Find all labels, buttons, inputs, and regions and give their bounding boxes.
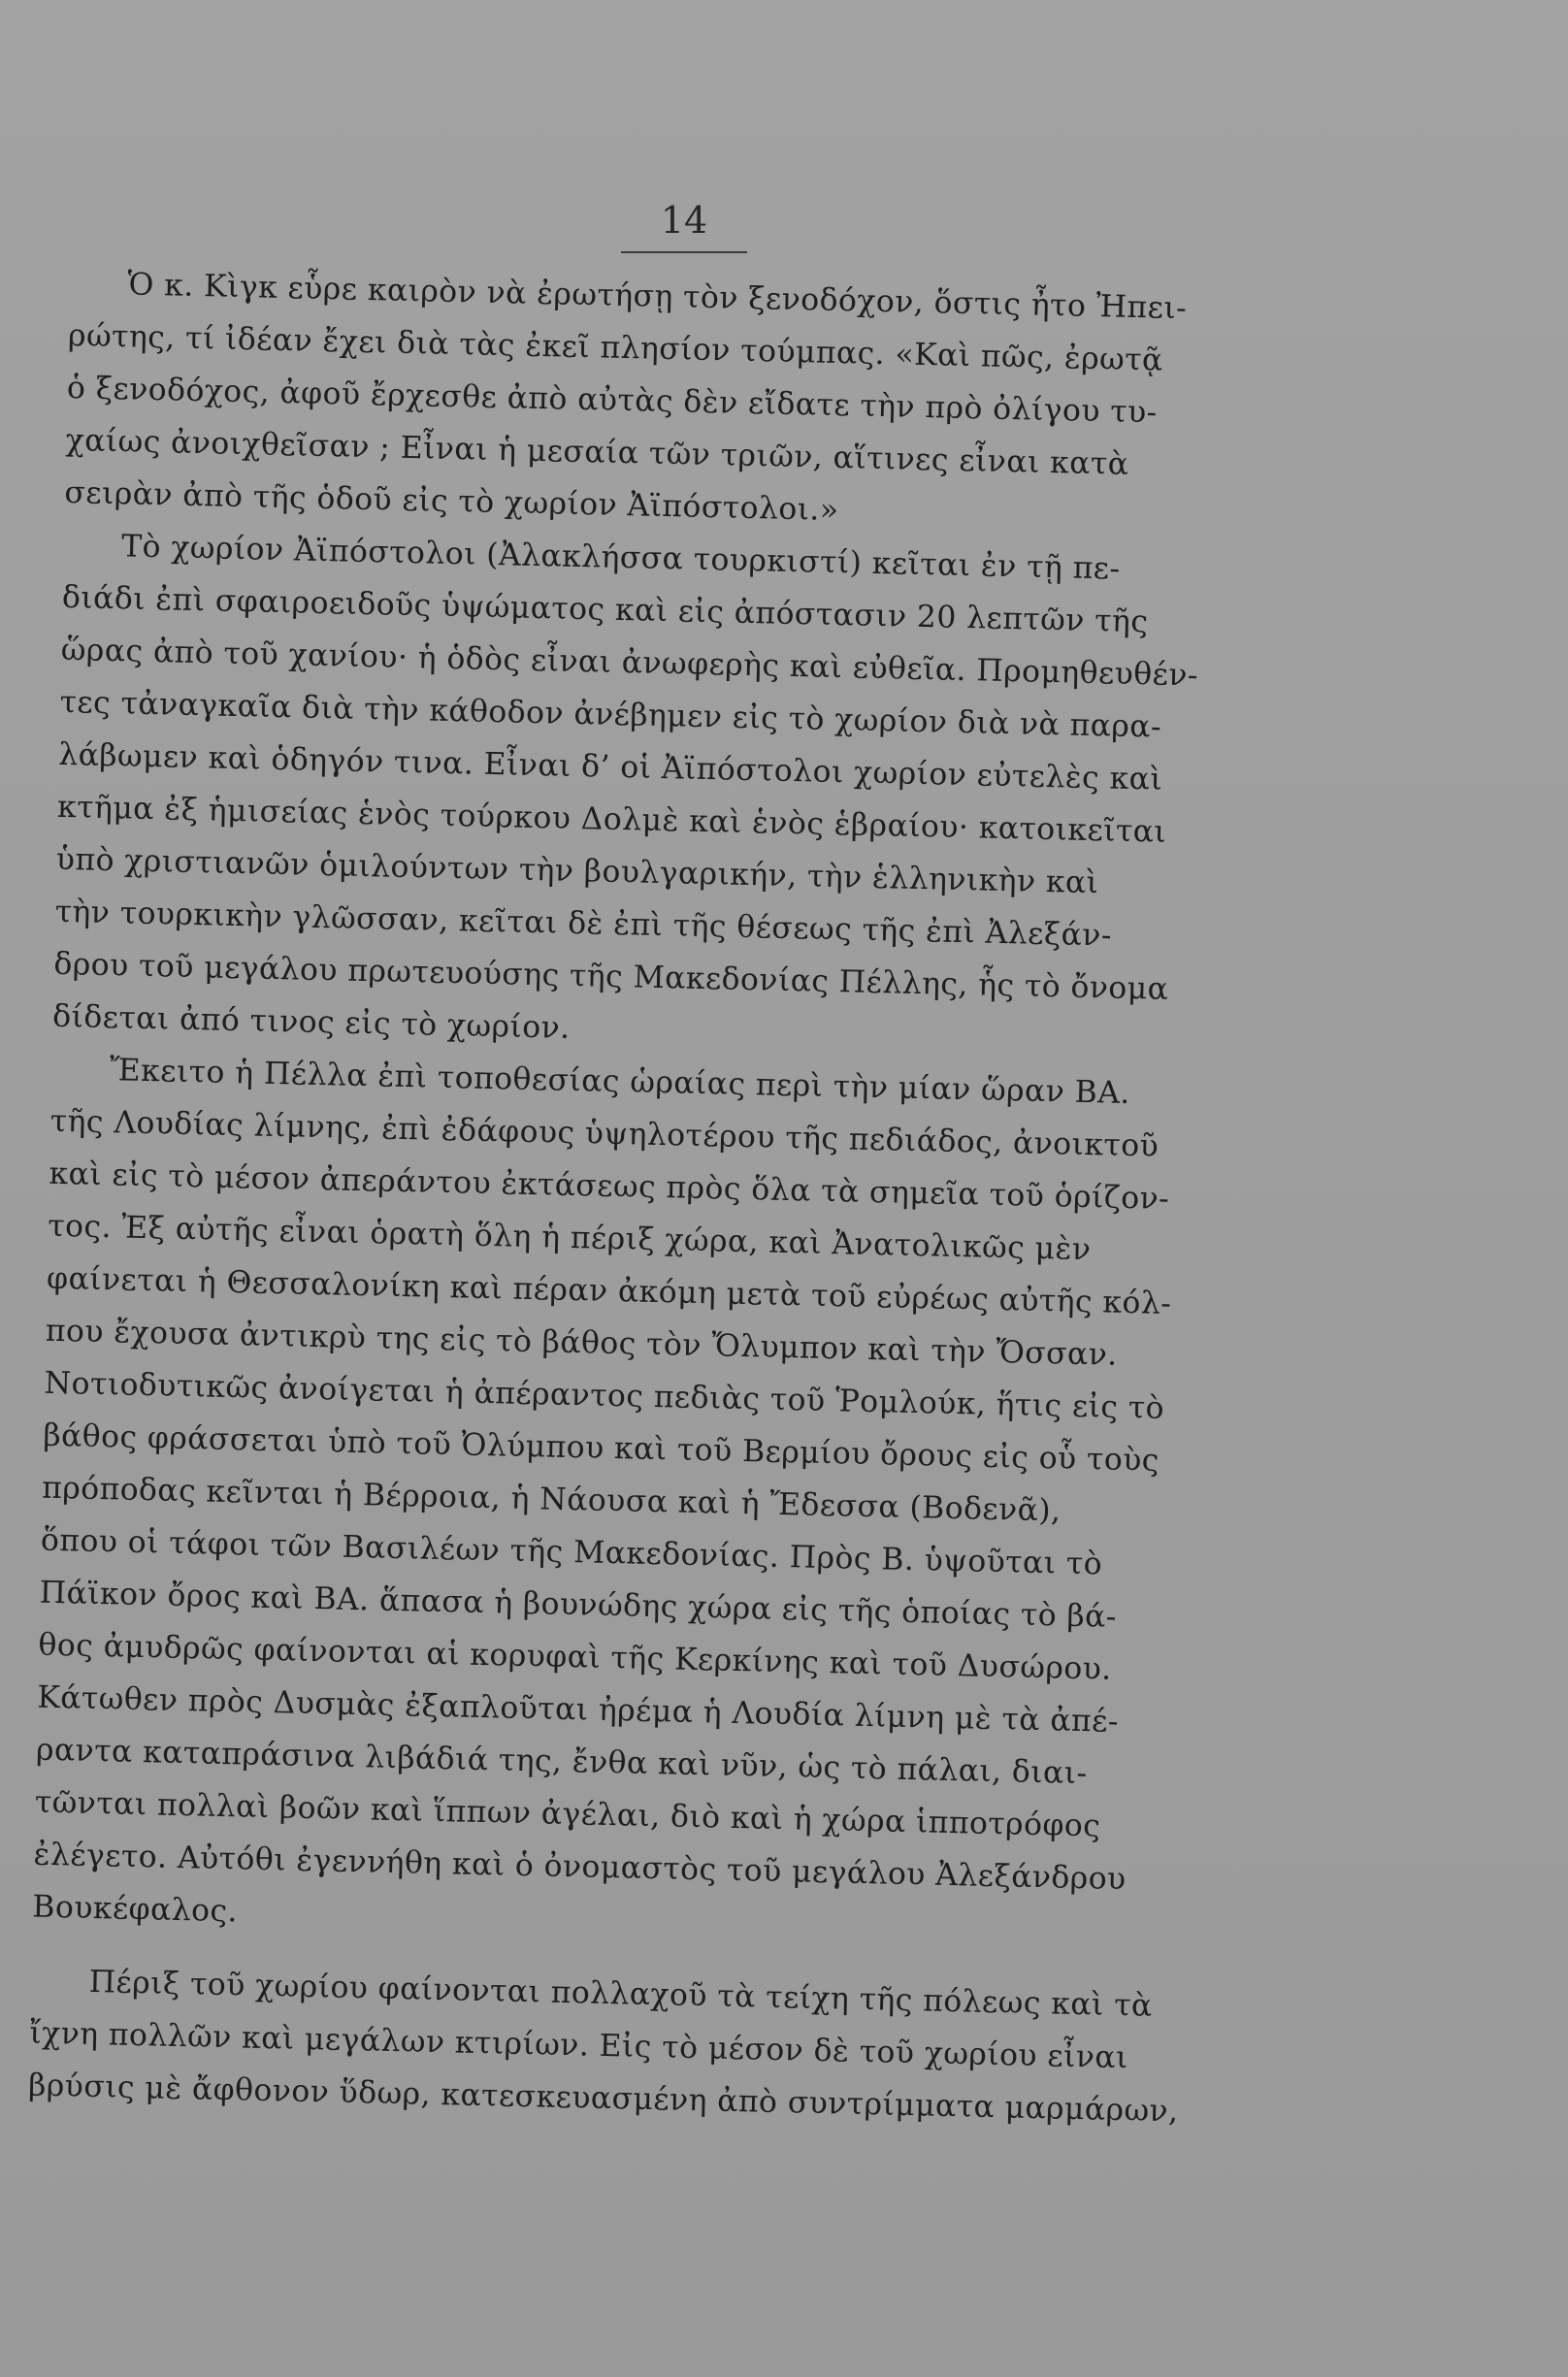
text-line: διάδι ἐπὶ σφαιροειδοῦς ὑψώματος καὶ εἰς ἀπόστασιν 20 λεπτῶν τῆς bbox=[61, 579, 1149, 640]
text-line: ὑπὸ χριστιανῶν ὁμιλούντων τὴν βουλγαρικήν, τὴν ἑλληνικὴν καὶ bbox=[55, 841, 1099, 901]
text-line: ραντα καταπράσινα λιβάδιά της, ἔνθα καὶ νῦν, ὡς τὸ πάλαι, διαι- bbox=[35, 1732, 1088, 1792]
page-number: 14 bbox=[660, 199, 708, 242]
text-line: βάθος φράσσεται ὑπὸ τοῦ Ὀλύμπου καὶ τοῦ Βερμίου ὄρους εἰς οὗ τοὺς bbox=[43, 1417, 1160, 1479]
text-line: ἐλέγετο. Αὐτόθι ἐγεννήθη καὶ ὁ ὀνομαστὸς τοῦ μεγάλου Ἀλεξάνδρου bbox=[33, 1837, 1127, 1898]
text-line: θος ἀμυδρῶς φαίνονται αἱ κορυφαὶ τῆς Κερκίνης καὶ τοῦ Δυσώρου. bbox=[38, 1627, 1113, 1687]
text-line: Πέριξ τοῦ χωρίου φαίνονται πολλαχοῦ τὰ τείχη τῆς πόλεως καὶ τὰ bbox=[88, 1964, 1154, 2024]
text-line: φαίνεται ἡ Θεσσαλονίκη καὶ πέραν ἀκόμη μετὰ τοῦ εὐρέως αὐτῆς κόλ- bbox=[46, 1260, 1172, 1322]
text-line: πρόποδας κεῖνται ἡ Βέρροια, ἡ Νάουσα καὶ ἡ Ἔδεσσα (Βοδενᾶ), bbox=[41, 1470, 1062, 1529]
text-line: δίδεται ἀπό τινος εἰς τὸ χωρίον. bbox=[51, 998, 571, 1046]
text-line: Νοτιοδυτικῶς ἀνοίγεται ἡ ἀπέραντος πεδιὰς τοῦ Ῥομλούκ, ἥτις εἰς τὸ bbox=[44, 1365, 1165, 1426]
text-line: τες τἀναγκαῖα διὰ τὴν κάθοδον ἀνέβημεν εἰς τὸ χωρίον διὰ νὰ παρα- bbox=[59, 684, 1162, 745]
text-line: τῶνται πολλαὶ βοῶν καὶ ἵππων ἀγέλαι, διὸ καὶ ἡ χώρα ἱπποτρόφος bbox=[34, 1784, 1101, 1844]
text-line: Ἔκειτο ἡ Πέλλα ἐπὶ τοποθεσίας ὡραίας περὶ τὴν μίαν ὥραν ΒΑ. bbox=[109, 1053, 1131, 1112]
text-line: κτῆμα ἐξ ἡμισείας ἑνὸς τούρκου Δολμὲ καὶ ἑνὸς ἑβραίου· κατοικεῖται bbox=[56, 789, 1167, 850]
text-line: ρώτης, τί ἰδέαν ἔχει διὰ τὰς ἐκεῖ πλησίον τούμπας. «Καὶ πῶς, ἐρωτᾷ bbox=[67, 317, 1164, 378]
text-line: ὁ ξενοδόχος, ἀφοῦ ἔρχεσθε ἀπὸ αὐτὰς δὲν εἴδατε τὴν πρὸ ὀλίγου τυ- bbox=[66, 370, 1159, 431]
text-line: ἴχνη πολλῶν καὶ μεγάλων κτιρίων. Εἰς τὸ μέσον δὲ τοῦ χωρίου εἶναι bbox=[29, 2015, 1129, 2076]
text-line: τὴν τουρκικὴν γλῶσσαν, κεῖται δὲ ἐπὶ τῆς θέσεως τῆς ἐπὶ Ἀλεξάν- bbox=[54, 894, 1113, 954]
body-text bbox=[28, 257, 1263, 2138]
text-line: Τὸ χωρίον Ἀϊπόστολοι (Ἀλακλήσσα τουρκιστί) κεῖται ἐν τῇ πε- bbox=[120, 529, 1121, 587]
paragraph bbox=[28, 1955, 1225, 2139]
page-header bbox=[621, 199, 747, 253]
text-line: που ἔχουσα ἀντικρὺ της εἰς τὸ βάθος τὸν Ὄλυμπον καὶ τὴν Ὄσσαν. bbox=[45, 1313, 1119, 1373]
text-line: λάβωμεν καὶ ὁδηγόν τινα. Εἶναι δ’ οἱ Ἀϊπόστολοι χωρίον εὐτελὲς καὶ bbox=[57, 736, 1163, 798]
text-line: τῆς Λουδίας λίμνης, ἐπὶ ἐδάφους ὑψηλοτέρου τῆς πεδιάδος, ἀνοικτοῦ bbox=[49, 1103, 1160, 1164]
text-line: καὶ εἰς τὸ μέσον ἀπεράντου ἐκτάσεως πρὸς ὅλα τὰ σημεῖα τοῦ ὁρίζον- bbox=[49, 1156, 1170, 1217]
paragraph bbox=[32, 1043, 1246, 1961]
text-line: χαίως ἀνοιχθεῖσαν ; Εἶναι ἡ μεσαία τῶν τριῶν, αἵτινες εἶναι κατὰ bbox=[65, 422, 1129, 482]
text-line: τος. Ἐξ αὐτῆς εἶναι ὁρατὴ ὅλη ἡ πέριξ χώρα, καὶ Ἀνατολικῶς μὲν bbox=[47, 1208, 1092, 1268]
paragraph bbox=[52, 519, 1258, 1070]
text-line: ὥρας ἀπὸ τοῦ χανίου· ἡ ὁδὸς εἶναι ἀνωφερὴς καὶ εὐθεῖα. Προμηθευθέν- bbox=[60, 632, 1199, 694]
paragraph bbox=[64, 257, 1263, 546]
text-line: Ὁ κ. Κὶγκ εὗρε καιρὸν νὰ ἐρωτήσῃ τὸν ξενοδόχον, ὅστις ἦτο Ἠπει- bbox=[126, 267, 1188, 327]
text-line: δρου τοῦ μεγάλου πρωτευούσης τῆς Μακεδονίας Πέλλης, ἧς τὸ ὄνομα bbox=[53, 946, 1169, 1007]
text-line: Κάτωθεν πρὸς Δυσμὰς ἐξαπλοῦται ἠρέμα ἡ Λουδία λίμνη μὲ τὰ ἀπέ- bbox=[36, 1679, 1120, 1740]
page-number-rule bbox=[621, 251, 747, 253]
text-line: ὅπου οἱ τάφοι τῶν Βασιλέων τῆς Μακεδονίας. Πρὸς Β. ὑψοῦται τὸ bbox=[40, 1522, 1103, 1582]
text-line: βρύσις μὲ ἄφθονον ὕδωρ, κατεσκευασμένη ἀπὸ συντρίμματα μαρμάρων, bbox=[27, 2068, 1179, 2130]
text-line: Πάϊκον ὄρος καὶ ΒΑ. ἅπασα ἡ βουνώδης χώρα εἰς τῆς ὁποίας τὸ βά- bbox=[39, 1575, 1118, 1635]
text-line: σειρὰν ἀπὸ τῆς ὁδοῦ εἰς τὸ χωρίον Ἀϊπόστολοι.» bbox=[64, 474, 839, 529]
text-line: Βουκέφαλος. bbox=[32, 1889, 239, 1930]
